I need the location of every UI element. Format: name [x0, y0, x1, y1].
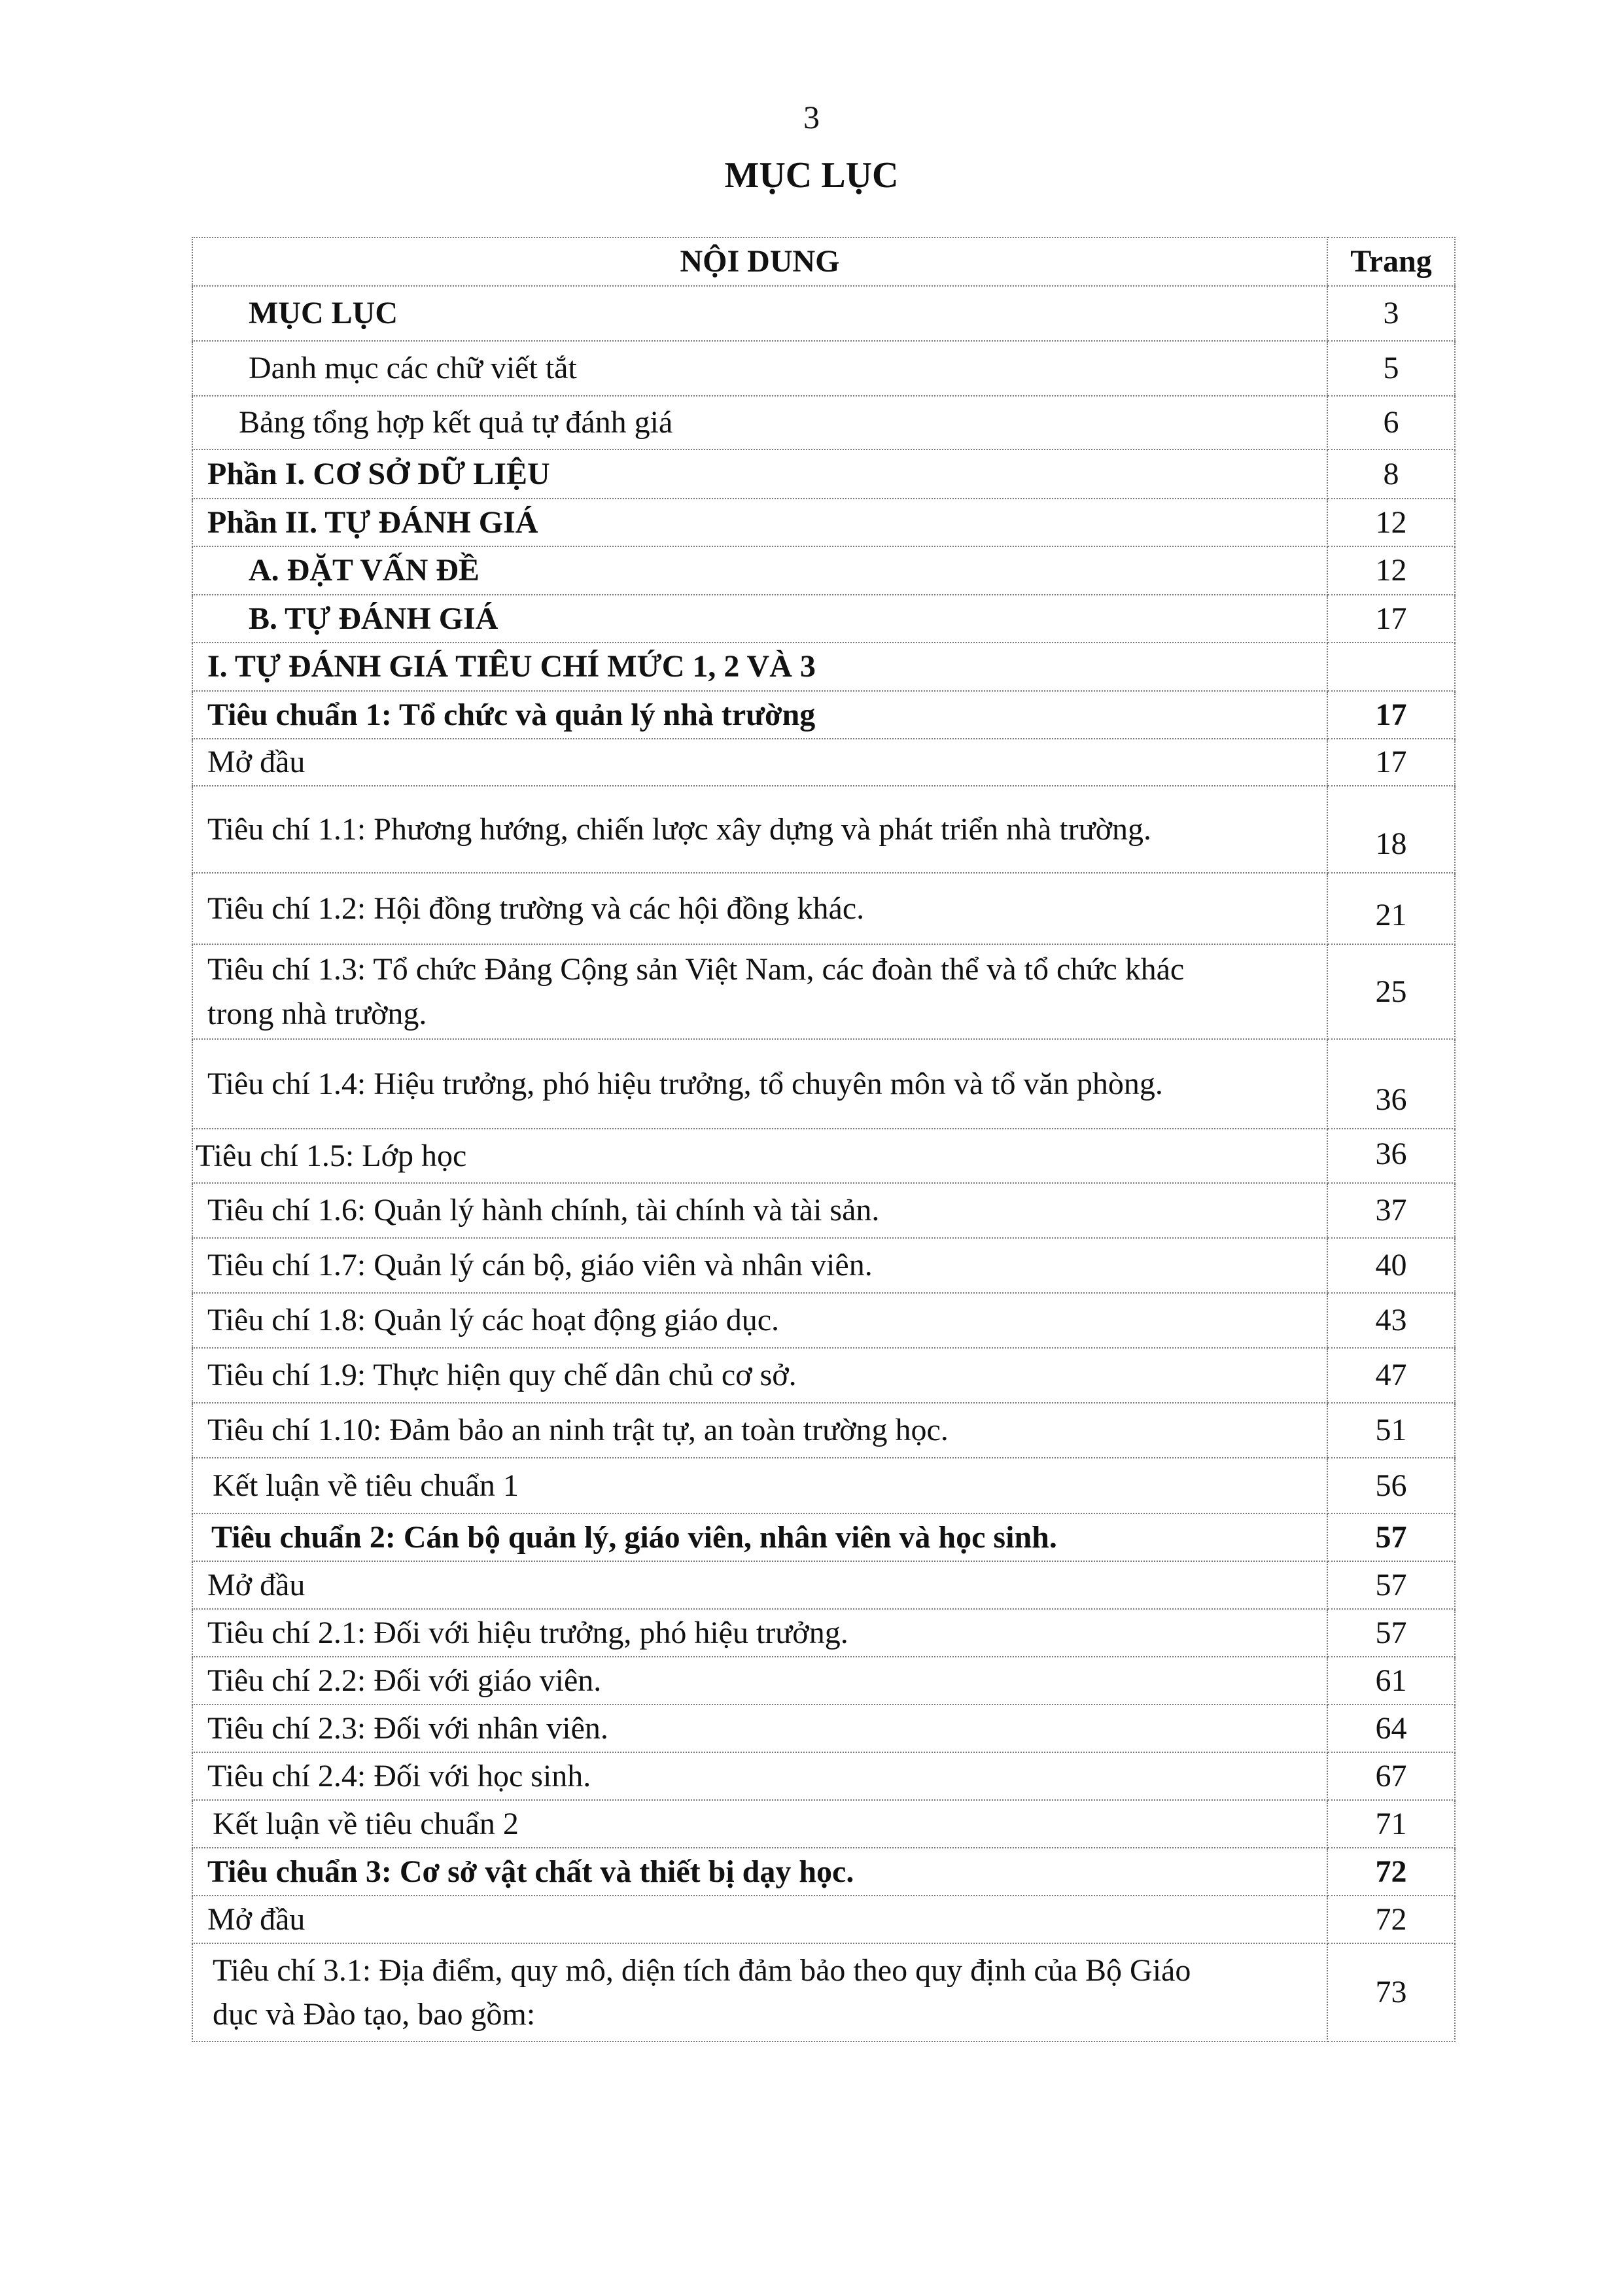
toc-row-page: 57 — [1327, 1609, 1455, 1657]
toc-row-page: 40 — [1327, 1238, 1455, 1293]
toc-row — [192, 396, 1455, 450]
toc-row-page: 36 — [1327, 1129, 1455, 1183]
toc-row-page: 57 — [1327, 1513, 1455, 1561]
toc-row-page: 61 — [1327, 1657, 1455, 1704]
toc-row — [192, 1183, 1455, 1238]
toc-row-text: Tiêu chí 1.3: Tổ chức Đảng Cộng sản Việt Nam, các đoàn thể và tổ chức khác trong nhà trường. — [192, 944, 1327, 1039]
toc-row-text: Tiêu chí 2.1: Đối với hiệu trưởng, phó hiệu trưởng. — [192, 1609, 1327, 1657]
toc-row-text: I. TỰ ĐÁNH GIÁ TIÊU CHÍ MỨC 1, 2 VÀ 3 — [192, 643, 1327, 691]
toc-row — [192, 1800, 1455, 1848]
toc-row-text: Mở đầu — [192, 1896, 1327, 1943]
toc-row-text: Mở đầu — [192, 739, 1327, 786]
toc-row — [192, 1458, 1455, 1513]
toc-row-text: Tiêu chí 1.2: Hội đồng trường và các hội đồng khác. — [192, 873, 1327, 944]
toc-row-text: Tiêu chí 1.1: Phương hướng, chiến lược xây dựng và phát triển nhà trường. — [192, 786, 1327, 873]
toc-row-text: Tiêu chí 3.1: Địa điểm, quy mô, diện tích đảm bảo theo quy định của Bộ Giáo dục và Đào tạo, bao gồm: — [192, 1943, 1327, 2041]
toc-row — [192, 1293, 1455, 1348]
toc-row-page: 12 — [1327, 546, 1455, 595]
toc-row-page: 67 — [1327, 1752, 1455, 1800]
toc-row-page: 51 — [1327, 1403, 1455, 1458]
toc-row-page: 72 — [1327, 1848, 1455, 1896]
toc-row — [192, 1752, 1455, 1800]
toc-row-text: Tiêu chí 1.10: Đảm bảo an ninh trật tự, an toàn trường học. — [192, 1403, 1327, 1458]
toc-row — [192, 595, 1455, 643]
toc-row-text: Bảng tổng hợp kết quả tự đánh giá — [192, 396, 1327, 450]
toc-row-text: Tiêu chí 1.9: Thực hiện quy chế dân chủ cơ sở. — [192, 1348, 1327, 1403]
toc-row-text: Tiêu chí 2.2: Đối với giáo viên. — [192, 1657, 1327, 1704]
toc-row — [192, 739, 1455, 786]
page-number: 3 — [803, 99, 820, 135]
toc-row — [192, 341, 1455, 396]
toc-row-text: Tiêu chuẩn 2: Cán bộ quản lý, giáo viên, nhân viên và học sinh. — [192, 1513, 1327, 1561]
toc-row-text: Tiêu chí 1.4: Hiệu trưởng, phó hiệu trưởng, tổ chuyên môn và tổ văn phòng. — [192, 1039, 1327, 1129]
toc-row-text: Tiêu chuẩn 3: Cơ sở vật chất và thiết bị dạy học. — [192, 1848, 1327, 1896]
toc-row-page: 57 — [1327, 1561, 1455, 1609]
toc-row — [192, 1561, 1455, 1609]
toc-row — [192, 1513, 1455, 1561]
toc-row-page: 17 — [1327, 691, 1455, 739]
toc-row — [192, 1657, 1455, 1704]
toc-row-text: B. TỰ ĐÁNH GIÁ — [192, 595, 1327, 643]
toc-row — [192, 286, 1455, 341]
toc-row — [192, 1704, 1455, 1752]
toc-row-page: 36 — [1327, 1039, 1455, 1129]
toc-row-page: 73 — [1327, 1943, 1455, 2041]
toc-row-page: 8 — [1327, 450, 1455, 499]
toc-row — [192, 1348, 1455, 1403]
toc-row-page: 37 — [1327, 1183, 1455, 1238]
toc-row — [192, 786, 1455, 873]
toc-row-page: 17 — [1327, 739, 1455, 786]
toc-row-text: Mở đầu — [192, 1561, 1327, 1609]
toc-row-text: Tiêu chí 2.3: Đối với nhân viên. — [192, 1704, 1327, 1752]
toc-header-row — [192, 238, 1455, 286]
toc-row — [192, 944, 1455, 1039]
toc-row-page: 5 — [1327, 341, 1455, 396]
header-content: NỘI DUNG — [192, 238, 1327, 286]
toc-table — [192, 237, 1456, 2042]
toc-row — [192, 691, 1455, 739]
toc-row-page: 71 — [1327, 1800, 1455, 1848]
toc-row-page — [1327, 643, 1455, 691]
toc-row-page: 18 — [1327, 786, 1455, 873]
toc-row-text: Phần II. TỰ ĐÁNH GIÁ — [192, 499, 1327, 546]
toc-row-text: Danh mục các chữ viết tắt — [192, 341, 1327, 396]
toc-row — [192, 1609, 1455, 1657]
toc-row — [192, 1129, 1455, 1183]
toc-row-page: 21 — [1327, 873, 1455, 944]
toc-row-page: 64 — [1327, 1704, 1455, 1752]
toc-row-text: MỤC LỤC — [192, 286, 1327, 341]
toc-row-page: 12 — [1327, 499, 1455, 546]
toc-row — [192, 1403, 1455, 1458]
toc-row — [192, 1943, 1455, 2041]
toc-row-text: A. ĐẶT VẤN ĐỀ — [192, 546, 1327, 595]
toc-row-text: Tiêu chí 1.7: Quản lý cán bộ, giáo viên và nhân viên. — [192, 1238, 1327, 1293]
toc-row-text: Tiêu chí 1.5: Lớp học — [192, 1129, 1327, 1183]
toc-row — [192, 450, 1455, 499]
toc-row-page: 56 — [1327, 1458, 1455, 1513]
toc-row — [192, 1848, 1455, 1896]
page-title: MỤC LỤC — [724, 155, 899, 196]
toc-row-page: 6 — [1327, 396, 1455, 450]
toc-row-text: Tiêu chí 1.8: Quản lý các hoạt động giáo dục. — [192, 1293, 1327, 1348]
toc-row-text: Kết luận về tiêu chuẩn 2 — [192, 1800, 1327, 1848]
toc-row — [192, 499, 1455, 546]
toc-row-page: 17 — [1327, 595, 1455, 643]
toc-row-page: 3 — [1327, 286, 1455, 341]
header-page: Trang — [1327, 238, 1455, 286]
toc-row-page: 25 — [1327, 944, 1455, 1039]
toc-row — [192, 1896, 1455, 1943]
toc-row-page: 72 — [1327, 1896, 1455, 1943]
toc-row-text: Tiêu chuẩn 1: Tổ chức và quản lý nhà trường — [192, 691, 1327, 739]
toc-row-page: 43 — [1327, 1293, 1455, 1348]
toc-row — [192, 1238, 1455, 1293]
toc-row-text: Tiêu chí 2.4: Đối với học sinh. — [192, 1752, 1327, 1800]
toc-row — [192, 1039, 1455, 1129]
toc-row-text: Kết luận về tiêu chuẩn 1 — [192, 1458, 1327, 1513]
toc-row-text: Phần I. CƠ SỞ DỮ LIỆU — [192, 450, 1327, 499]
toc-row-page: 47 — [1327, 1348, 1455, 1403]
toc-row — [192, 873, 1455, 944]
toc-row-text: Tiêu chí 1.6: Quản lý hành chính, tài chính và tài sản. — [192, 1183, 1327, 1238]
toc-row — [192, 643, 1455, 691]
toc-row — [192, 546, 1455, 595]
